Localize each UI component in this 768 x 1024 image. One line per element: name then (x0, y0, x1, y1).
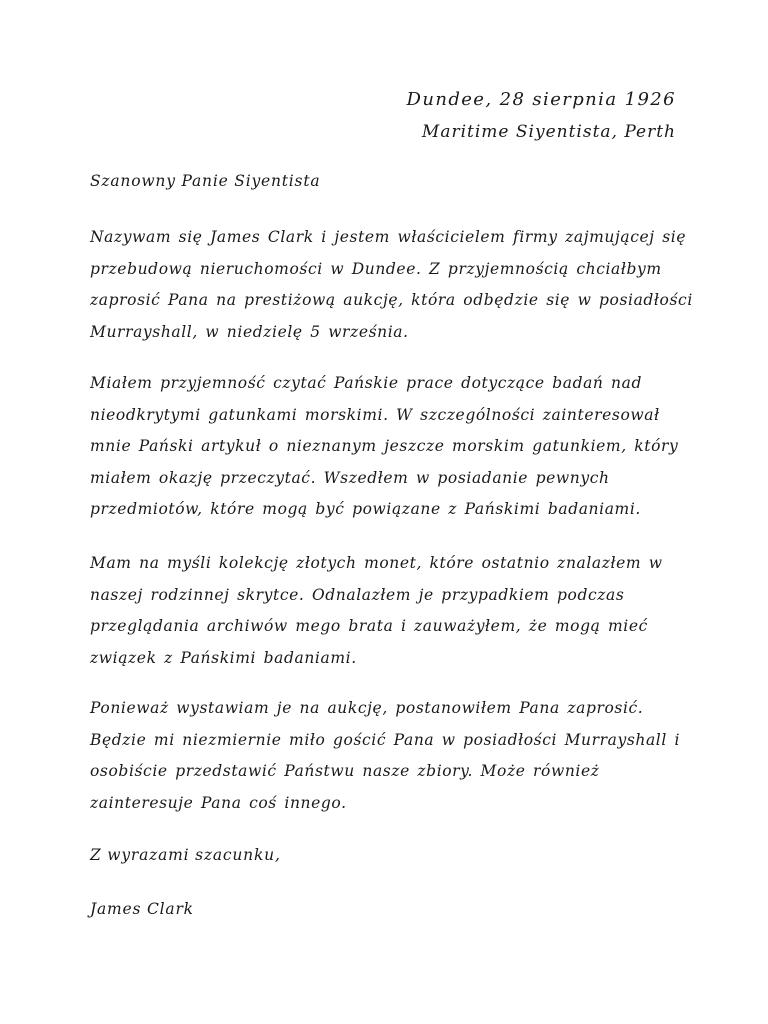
paragraph-line: Będzie mi niezmiernie miło gościć Pana w posiadłości Murrayshall i (90, 730, 681, 749)
date-line: Dundee, 28 sierpnia 1926 (406, 89, 676, 110)
paragraph-line: nieodkrytymi gatunkami morskimi. W szczególności zainteresował (90, 405, 660, 424)
paragraph-2 (90, 368, 690, 526)
paragraph-line: Murrayshall, w niedzielę 5 września. (90, 322, 409, 341)
paragraph-line: Miałem przyjemność czytać Pańskie prace dotyczące badań nad (90, 374, 642, 392)
paragraph-line: zaprosić Pana na prestiżową aukcję, która odbędzie się w posiadłości (90, 291, 693, 309)
paragraph-1 (90, 222, 693, 348)
paragraph-line: osobiście przedstawić Państwu nasze zbiory. Może również (90, 762, 600, 780)
letter-header (407, 84, 677, 148)
closing-phrase: Z wyrazami szacunku, (90, 846, 281, 864)
paragraph-line: Ponieważ wystawiam je na aukcję, postanowiłem Pana zaprosić. (90, 699, 644, 717)
paragraph-line: Nazywam się James Clark i jestem właścicielem firmy zajmującej się (90, 228, 687, 246)
paragraph-line: mnie Pański artykuł o nieznanym jeszcze morskim gatunkiem, który (90, 437, 679, 455)
paragraph-line: przeglądania archiwów mego brata i zauważyłem, że mogą mieć (90, 617, 648, 635)
paragraph-line: przebudową nieruchomości w Dundee. Z przyjemnością chciałbym (90, 259, 662, 278)
paragraph-line: miałem okazję przeczytać. Wszedłem w posiadanie pewnych (90, 468, 610, 487)
paragraph-line: naszej rodzinnej skrytce. Odnalazłem je przypadkiem podczas (90, 585, 625, 604)
signature: James Clark (90, 900, 194, 918)
paragraph-line: zainteresuje Pana coś innego. (90, 793, 347, 812)
paragraph-line: przedmiotów, które mogą być powiązane z Pańskimi badaniami. (90, 500, 641, 518)
paragraph-line: Mam na myśli kolekcję złotych monet, które ostatnio znalazłem w (90, 554, 663, 572)
paragraph-line: związek z Pańskimi badaniami. (90, 648, 357, 667)
paragraph-3 (90, 548, 690, 674)
paragraph-4 (90, 693, 690, 819)
salutation: Szanowny Panie Siyentista (90, 172, 321, 190)
recipient-line: Maritime Siyentista, Perth (421, 122, 676, 142)
